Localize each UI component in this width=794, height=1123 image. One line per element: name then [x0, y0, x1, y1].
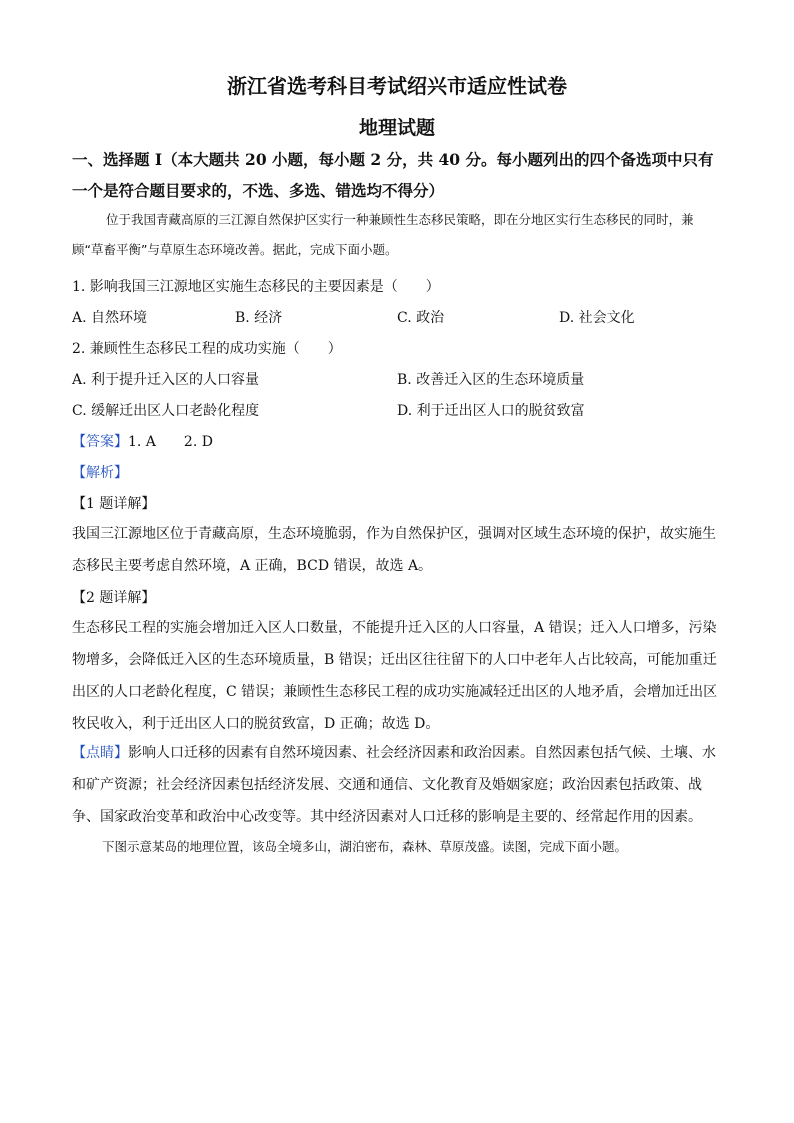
- point-label: 【点睛】: [72, 745, 128, 761]
- q1-option-c: C. 政治: [397, 310, 445, 326]
- section-heading: 一、选择题 I（本大题共 20 小题，每小题 2 分，共 40 分。每小题列出的四个备选项中只有一个是符合题目要求的，不选、多选、错选均不得分）: [72, 150, 714, 200]
- question-2: 2. 兼顾性生态移民工程的成功实施（ ）: [72, 341, 342, 357]
- question-intro-2: 下图示意某岛的地理位置，该岛全境多山，湖泊密布，森林、草原茂盛。读图，完成下面小题。: [102, 839, 628, 854]
- detail-2-text: 生态移民工程的实施会增加迁入区人口数量，不能提升迁入区的人口容量，A 错误；迁入人口增多，污染物增多，会降低迁入区的生态环境质量，B 错误；迁出区往往留下的人口中老年人占比较高，可能加重迁出区的人口老龄化程度，C 错误；兼顾性生态移民工程的成功实施减轻迁出区的人地矛盾，会增加迁出区牧民收入，利于迁出区人口的脱贫致富，D 正确；故选 D。: [72, 620, 718, 732]
- answer-text: 1. A 2. D: [128, 434, 213, 450]
- q1-option-d: D. 社会文化: [559, 310, 635, 326]
- detail-1-label: 【1 题详解】: [72, 496, 156, 512]
- answer-line: [72, 431, 213, 451]
- q2-option-d: D. 利于迁出区人口的脱贫致富: [397, 403, 585, 419]
- q1-option-a: A. 自然环境: [72, 310, 148, 326]
- page-subtitle: 地理试题: [358, 117, 435, 139]
- q2-option-c: C. 缓解迁出区人口老龄化程度: [72, 403, 260, 419]
- q2-option-a: A. 利于提升迁入区的人口容量: [72, 372, 260, 388]
- answer-label: 【答案】: [72, 434, 128, 450]
- point-text: 影响人口迁移的因素有自然环境因素、社会经济因素和政治因素。自然因素包括气候、土壤、水和矿产资源；社会经济因素包括经济发展、交通和通信、文化教育及婚姻家庭；政治因素包括政策、战争、国家政治变革和政治中心改变等。其中经济因素对人口迁移的影响是主要的、经常起作用的因素。: [72, 745, 716, 825]
- page-title: 浙江省选考科目考试绍兴市适应性试卷: [227, 74, 567, 98]
- detail-2-label: 【2 题详解】: [72, 590, 156, 606]
- question-intro: 位于我国青藏高原的三江源自然保护区实行一种兼顾性生态移民策略，即在分地区实行生态移民的同时，兼顾“草畜平衡”与草原生态环境改善。据此，完成下面小题。: [72, 212, 694, 257]
- detail-1-text: 我国三江源地区位于青藏高原，生态环境脆弱，作为自然保护区，强调对区域生态环境的保护，故实施生态移民主要考虑自然环境，A 正确，BCD 错误，故选 A。: [72, 526, 716, 574]
- q1-option-b: B. 经济: [235, 310, 283, 326]
- question-1: 1. 影响我国三江源地区实施生态移民的主要因素是（ ）: [72, 279, 440, 295]
- q2-option-b: B. 改善迁入区的生态环境质量: [397, 372, 585, 388]
- analysis-label: 【解析】: [72, 465, 128, 481]
- point-paragraph: [72, 737, 722, 833]
